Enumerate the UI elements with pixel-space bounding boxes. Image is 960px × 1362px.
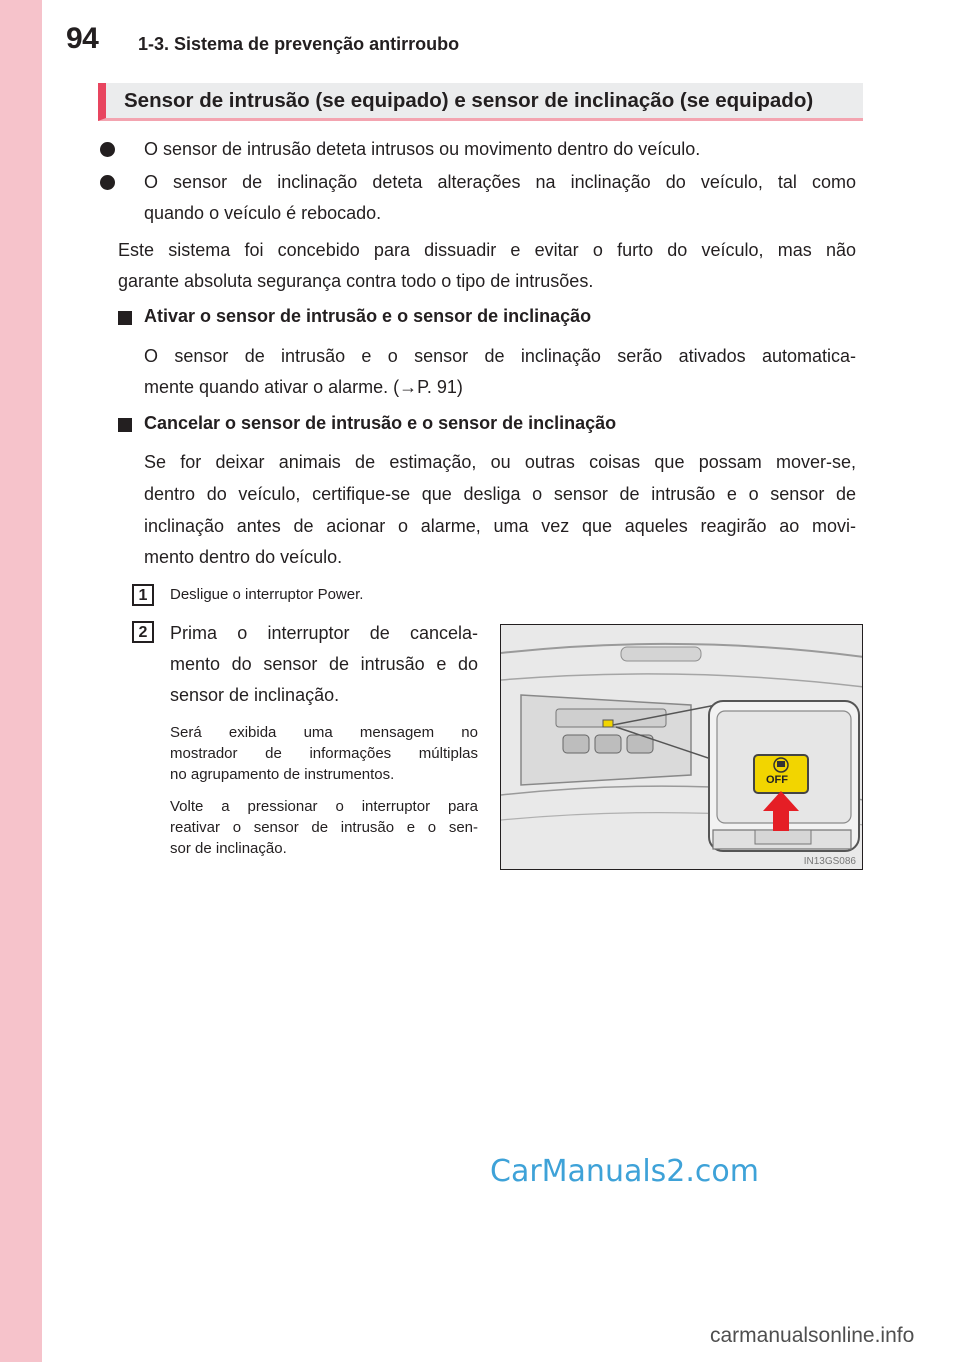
section-header (98, 83, 863, 121)
step-text: sensor de inclinação. (170, 685, 340, 705)
step-note: sor de inclinação. (170, 840, 287, 857)
step-note: Será exibida uma mensagem no (170, 724, 478, 741)
figure-code: IN13GS086 (803, 856, 856, 867)
step-note: reativar o sensor de intrusão e o sen- (170, 819, 478, 836)
step-number-badge: 1 (132, 584, 154, 606)
subheading-cancel: Cancelar o sensor de intrusão e o sensor de inclinação (144, 413, 617, 433)
paragraph-line: mente quando ativar o alarme. (→P. 91) (144, 377, 463, 397)
console-drawing (501, 625, 863, 870)
footer-watermark: carmanualsonline.info (710, 1324, 915, 1347)
red-arrow-icon (759, 789, 803, 833)
page-number: 94 (66, 22, 99, 55)
heading-square-marker (118, 311, 132, 325)
paragraph-line: inclinação antes de acionar o alarme, uma vez que aqueles reagirão ao movi- (144, 516, 856, 536)
paragraph-line: Este sistema foi concebido para dissuadir e evitar o furto do veículo, mas não (118, 240, 856, 260)
bullet-dot (100, 142, 115, 157)
watermark-text: CarManuals2.com (490, 1154, 760, 1189)
step-number-badge: 2 (132, 621, 154, 643)
paragraph-line: mento dentro do veículo. (144, 547, 343, 567)
subheading-activate: Ativar o sensor de intrusão e o sensor de inclinação (144, 306, 592, 326)
paragraph-line: dentro do veículo, certifique-se que desliga o sensor de intrusão e o sensor de (144, 484, 856, 504)
bullet-dot (100, 175, 115, 190)
bullet-text: O sensor de inclinação deteta alterações na inclinação do veículo, tal como (144, 172, 856, 192)
bullet-text: O sensor de intrusão deteta intrusos ou movimento dentro do veículo. (144, 139, 701, 159)
paragraph-line: garante absoluta segurança contra todo o tipo de intrusões. (118, 271, 594, 291)
overhead-console-illustration (500, 624, 863, 870)
step-note: Volte a pressionar o interruptor para (170, 798, 478, 815)
paragraph-line: O sensor de intrusão e o sensor de inclinação serão ativados automatica- (144, 346, 856, 366)
chapter-title: 1-3. Sistema de prevenção antirroubo (138, 34, 460, 54)
section-title: Sensor de intrusão (se equipado) e sensor de inclinação (se equipado) (124, 89, 814, 112)
heading-square-marker (118, 418, 132, 432)
step-text: Prima o interruptor de cancela- (170, 623, 478, 643)
step-text: mento do sensor de intrusão e do (170, 654, 478, 674)
paragraph-line: Se for deixar animais de estimação, ou outras coisas que possam mover-se, (144, 452, 856, 472)
step-text: Desligue o interruptor Power. (170, 586, 364, 603)
step-note: no agrupamento de instrumentos. (170, 766, 395, 783)
bullet-text: quando o veículo é rebocado. (144, 203, 382, 223)
side-color-band (0, 0, 42, 1362)
off-button-label: OFF (766, 774, 788, 786)
step-note: mostrador de informações múltiplas (170, 745, 478, 762)
